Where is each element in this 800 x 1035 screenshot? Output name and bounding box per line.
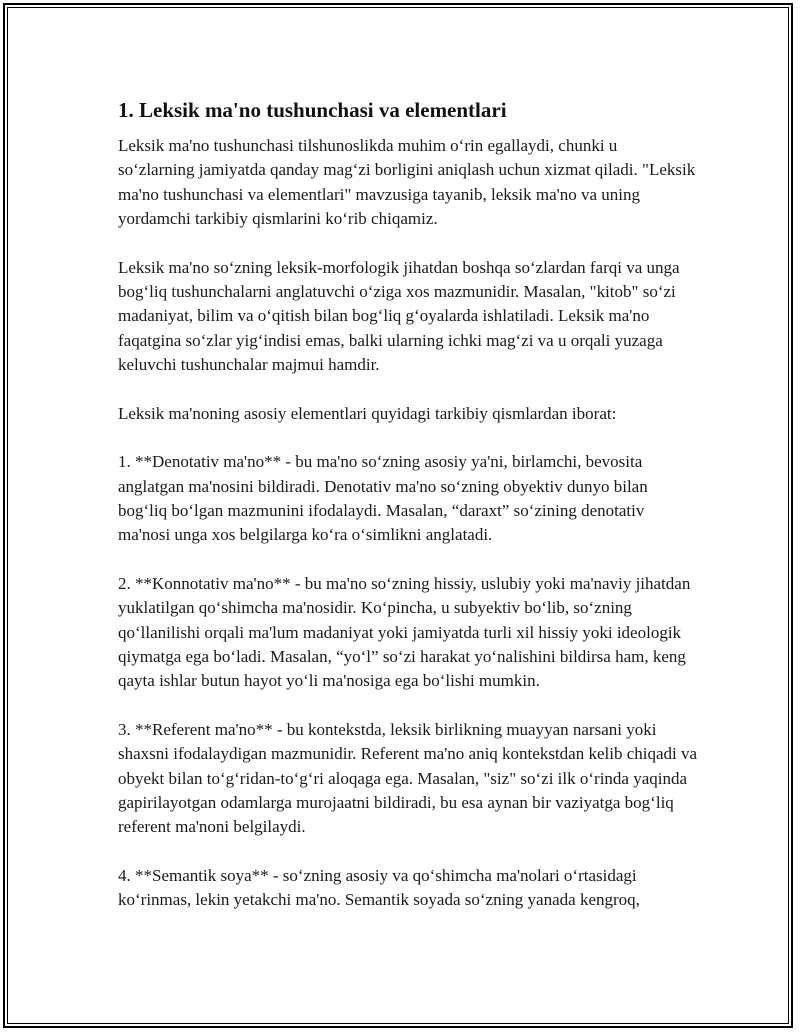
connotative-paragraph: 2. **Konnotativ ma'no** - bu ma'no so‘zning hissiy, uslubiy yoki ma'naviy jihatdan yuklatilgan qo‘shimcha ma'nosidir. Ko‘pincha, u subyektiv bo‘lib, so‘zning qo‘llanilishi orqali ma'lum madaniyat yoki jamiyatda turli xil hissiy yoki ideologik qiymatga ega bo‘ladi. Masalan, “yo‘l” so‘zi harakat yo‘nalishini bildirsa ham, keng qayta ishlar butun hayot yo‘li ma'nosiga ega bo‘lishi mumkin.	[118, 574, 691, 691]
intro-paragraph: Leksik ma'no tushunchasi tilshunoslikda muhim o‘rin egallaydi, chunki u so‘zlarning jamiyatda qanday mag‘zi borligini aniqlash uchun xizmat qiladi. "Leksik ma'no tushunchasi va elementlari" mavzusiga tayanib, leksik ma'no va uning yordamchi tarkibiy qismlarini ko‘rib chiqamiz.	[118, 136, 696, 228]
referent-paragraph: 3. **Referent ma'no** - bu kontekstda, leksik birlikning muayyan narsani yoki shaxsni ifodalaydigan mazmunidir. Referent ma'no aniq kontekstdan kelib chiqadi va obyekt bilan to‘g‘ridan-to‘g‘ri aloqaga ega. Masalan, "siz" so‘zi ilk o‘rinda yaqinda gapirilayotgan odamlarga murojaatni bildiradi, bu esa aynan bir vaziyatga bog‘liq referent ma'noni belgilaydi.	[118, 720, 698, 837]
denotative-paragraph: 1. **Denotativ ma'no** - bu ma'no so‘zning asosiy ya'ni, birlamchi, bevosita anglatgan ma'nosini bildiradi. Denotativ ma'no so‘zning obyektiv dunyo bilan bog‘liq bo‘lgan mazmunini ifodalaydi. Masalan, “daraxt” so‘zining denotativ ma'nosi unga xos belgilarga ko‘ra o‘simlikni anglatadi.	[118, 452, 648, 545]
document-page	[3, 3, 793, 1028]
semantic-shade-paragraph: 4. **Semantik soya** - so‘zning asosiy va qo‘shimcha ma'nolari o‘rtasidagi ko‘rinmas, lekin yetakchi ma'no. Semantik soyada so‘zning yanada kengroq,	[118, 866, 640, 910]
definition-paragraph: Leksik ma'no so‘zning leksik-morfologik jihatdan boshqa so‘zlardan farqi va unga bog‘liq tushunchalarni anglatuvchi o‘ziga xos mazmunidir. Masalan, "kitob" so‘zi madaniyat, bilim va o‘qitish bilan bog‘liq g‘oyalarda ishlatiladi. Leksik ma'no faqatgina so‘zlar yig‘indisi emas, balki ularning ichki mag‘zi va u orqali yuzaga keluvchi tushunchalar majmui hamdir.	[118, 257, 680, 374]
elements-intro-paragraph: Leksik ma'noning asosiy elementlari quyidagi tarkibiy qismlardan iborat:	[118, 403, 617, 423]
section-heading: 1. Leksik ma'no tushunchasi va elementlari	[118, 98, 507, 122]
document-body	[118, 97, 698, 937]
